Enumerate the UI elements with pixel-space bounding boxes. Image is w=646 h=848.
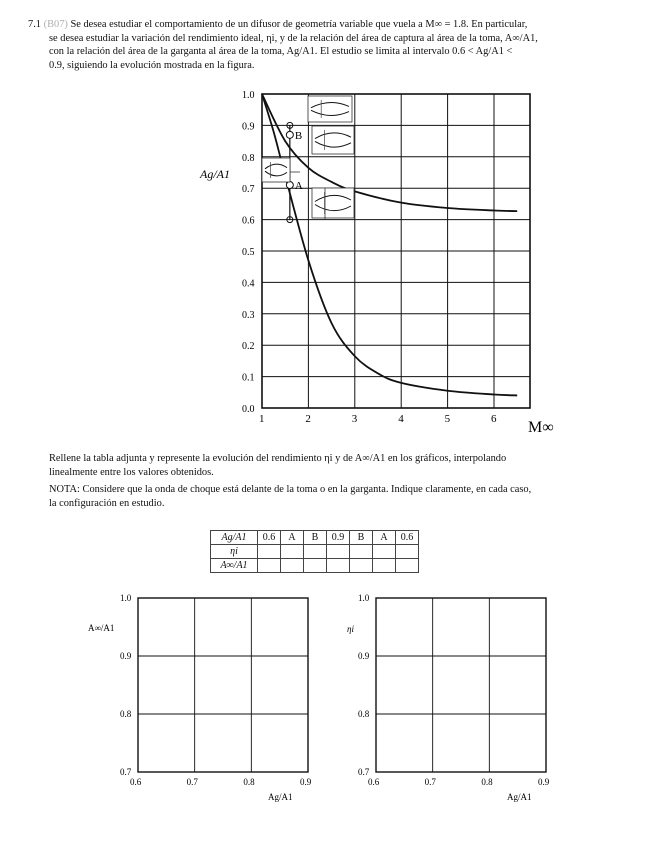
table-col-header: A [281,531,304,545]
y-tick-label: 1.0 [242,90,255,101]
table-cell-empty[interactable] [327,559,350,573]
instructions [49,452,601,510]
chart-right-xlabel: Ag/A1 [507,792,532,802]
table-cell-empty[interactable] [373,559,396,573]
y-tick-label: 0.8 [358,709,370,719]
x-tick-label: 0.9 [538,777,550,787]
x-tick-label: 0.6 [130,777,142,787]
note-line-2: la configuración en estudio. [49,497,165,509]
table-cell-empty[interactable] [281,545,304,559]
problem-code: (B07) [43,19,68,30]
point-A [286,182,293,189]
table-row-header: ηi [211,545,258,559]
table-cell-empty[interactable] [373,545,396,559]
table-col-header: 0.9 [327,531,350,545]
main-chart-labels [242,90,497,425]
y-tick-label: 0.9 [120,651,132,661]
inlet-sketch-box [312,126,354,154]
x-tick-label: 0.8 [481,777,493,787]
table-col-header: B [350,531,373,545]
x-tick-label: 0.7 [186,777,198,787]
table-cell-empty[interactable] [304,545,327,559]
table-cell-empty[interactable] [281,559,304,573]
statement-line-2: se desea estudiar la variación del rendimiento ideal, ηi, y de la relación del área de captura al área de la toma, A∞/A1, [49,32,538,44]
inlet-sketch-box [308,96,352,122]
y-tick-label: 0.7 [242,184,255,196]
table-col-header: A [373,531,396,545]
main-chart-xlabel: M∞ [528,419,554,436]
table-row [211,531,419,545]
x-tick-label: 2 [305,413,311,425]
y-tick-label: 1.0 [120,593,132,603]
table-cell-empty[interactable] [396,545,419,559]
statement-line-3: con la relación del área de la garganta al área de la toma, Ag/A1. El estudio se limita al intervalo 0.6 < Ag/A1 < [49,46,513,58]
table-cell-empty[interactable] [350,545,373,559]
y-tick-label: 0.4 [242,278,255,290]
x-tick-label: 5 [444,413,451,425]
table-col-header: 0.6 [396,531,419,545]
table-row-header: Ag/A1 [211,531,258,545]
chart-left-xlabel: Ag/A1 [268,792,293,802]
y-tick-label: 0.1 [242,372,255,384]
table-col-header: B [304,531,327,545]
y-tick-label: 0.7 [358,767,370,777]
table-row-header: A∞/A1 [211,559,258,573]
table-row [211,559,419,573]
chart-right-ylabel: ηi [347,624,354,634]
table-cell-empty[interactable] [327,545,350,559]
point-label-A: A [294,180,303,193]
y-tick-label: 0.9 [358,651,370,661]
y-tick-label: 0.9 [242,121,255,133]
y-tick-label: 0.8 [120,709,132,719]
table-cell-empty[interactable] [258,559,281,573]
table-cell-empty[interactable] [304,559,327,573]
table-cell-empty[interactable] [396,559,419,573]
x-tick-label: 0.7 [424,777,436,787]
y-tick-label: 0.2 [242,341,255,353]
point-B [286,131,293,138]
fill-line-2: linealmente entre los valores obtenidos. [49,466,214,478]
x-tick-label: 0.8 [243,777,255,787]
main-chart-ylabel: Ag/A1 [200,167,230,181]
point-label-B: B [294,129,303,142]
statement-text-1: Se desea estudiar el comportamiento de un difusor de geometría variable que vuela a M∞ = 1.8. En particular, [70,19,528,30]
problem-number: 7.1 [28,19,41,30]
table-row [211,545,419,559]
inlet-sketch-box [262,158,290,182]
y-tick-label: 1.0 [358,593,370,603]
curve-upper [262,94,517,211]
table-cell-empty[interactable] [258,545,281,559]
y-tick-label: 0.3 [242,309,255,321]
x-tick-label: 1 [259,413,265,425]
table-cell-empty[interactable] [350,559,373,573]
y-tick-label: 0.6 [242,215,255,227]
fill-line-1: Rellene la tabla adjunta y represente la evolución del rendimiento ηi y de A∞/A1 en los gráficos, interpolando [49,453,507,464]
y-tick-label: 0.0 [242,404,255,415]
x-tick-label: 6 [491,413,497,425]
inlet-sketch-box [312,188,354,218]
y-tick-label: 0.7 [120,767,132,777]
note-line-1: NOTA: Considere que la onda de choque está delante de la toma o en la garganta. Indique claramente, en cada caso, [49,484,532,496]
x-tick-label: 0.9 [300,777,312,787]
x-tick-label: 0.6 [368,777,380,787]
statement-line-4: 0.9, siguiendo la evolución mostrada en la figura. [49,59,255,71]
x-tick-label: 3 [351,413,358,425]
chart-left-ylabel: A∞/A1 [88,623,115,633]
main-chart-grid [262,94,530,408]
y-tick-label: 0.8 [242,152,255,164]
x-tick-label: 4 [398,413,404,425]
data-table [210,530,419,573]
y-tick-label: 0.5 [242,247,255,258]
table-col-header: 0.6 [258,531,281,545]
